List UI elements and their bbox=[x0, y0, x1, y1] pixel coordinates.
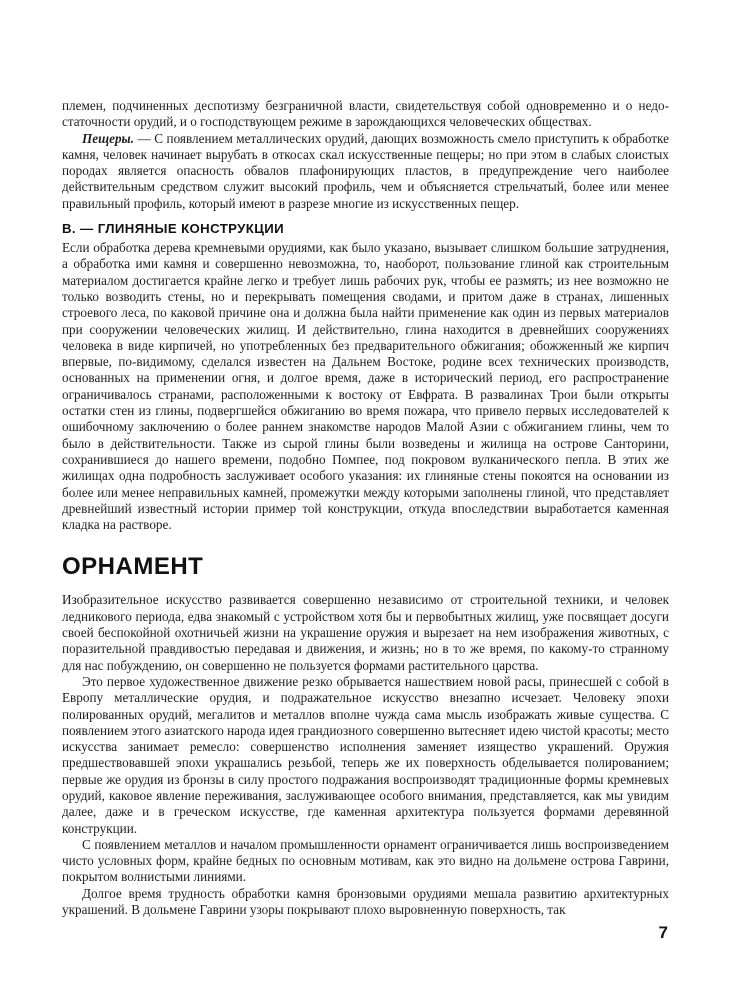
paragraph-art: Изобразительное искусство развивается совершенно независимо от строительной техники, и человек ледникового периода, едва знакомый с устройством хотя бы и первобытных жилищ, уже посвящает досуги своей беспокойной охотничьей жизни на украшение оружия и вырезает на нем изображения животных, с поразительной правдивостью передавая и движения, и жизнь; но в то же время, по какому-то странному для нас побуждению, он совершенно не пользуется формами растительного царства. bbox=[62, 592, 669, 673]
paragraph-caves-text: — С появлением металлических орудий, дающих возможность смело приступить к обработке камня, человек начинает вырубать в откосах скал искусственные пещеры; но при этом в слабых слоистых породах является опасность обвалов плафонирующих пластов, в предупреждение чего наиболее действительным средством служит высокий профиль, чем и объясняется стрельчатый, более или менее правильный профиль, который имеют в разрезе многие из искусственных пещер. bbox=[62, 130, 669, 211]
page-number: 7 bbox=[658, 923, 668, 942]
paragraph-metals: С появлением металлов и началом промышленности орнамент ограничивается лишь воспроизведением чисто условных форм, крайне бедных по основным мотивам, как это видно на дольмене острова Гаврини, покрытом волнистыми линиями. bbox=[62, 836, 669, 885]
paragraph-clay: Если обработка дерева кремневыми орудиями, как было указано, вызывает слишком большие затруднения, а обработка ими камня и совершенно невозможна, то, наоборот, пользование глиной как строительным материалом достигается крайне легко и требует лишь рабочих рук, чтобы ее размять; из нее возможно не только возводить стены, но и перекрывать помещения сводами, и притом даже в странах, лишенных строевого леса, по каковой причине она и должна была найти применение как один из первых материалов при сооружении человеческих жилищ. И действительно, глина находится в древнейших сооружениях человека в виде кирпичей, но употребленных без предварительного обжигания; обожженный же кирпич впервые, по-видимому, сделался известен на Дальнем Востоке, родине всех технических производств, основанных на применении огня, и долгое время, даже в исторический период, его распространение ограничивалось странами, расположенными к востоку от Евфрата. В развалинах Трои были открыты остатки стен из глины, подвергшейся обжиганию во время пожара, что привело первых исследователей к ошибочному заключению о более раннем знакомстве народов Малой Азии с обжиганием глины, чем то было в действительности. Также из сырой глины были возведены и жилища на острове Санторини, сохранившиеся до нашего времени, подобно Помпее, под покровом вулканического пепла. В этих же жилищах одна подробность заслуживает особого указания: их глиняные стены покоятся на основании из более или менее неправильных камней, промежутки между которыми заполнены глиной, что представляет древнейший известный истории пример той конструкции, откуда впоследствии выработается каменная кладка на растворе. bbox=[62, 240, 669, 533]
paragraph-gavrinis: Долгое время трудность обработки камня бронзовыми орудиями мешала развитию архитектурных украшений. В дольмене Гаврини узоры покрывают плохо выровненную поверхность, так bbox=[62, 885, 669, 918]
text-column bbox=[62, 98, 669, 918]
section-title: ОРНАМЕНТ bbox=[62, 553, 204, 581]
run-in-heading: Пещеры. bbox=[82, 130, 134, 146]
subheading: B. — ГЛИНЯНЫЕ КОНСТРУКЦИИ bbox=[62, 221, 285, 237]
paragraph-caves bbox=[62, 131, 669, 212]
paragraph-continued: племен, подчиненных деспотизму безграничной власти, свидетельствуя собой одновременно и о недостаточности орудий, и о господствующем режиме в зарождающихся человеческих обществах. bbox=[62, 98, 669, 130]
paragraph-new-race: Это первое художественное движение резко обрывается нашествием новой расы, принесшей с собой в Европу металлические орудия, и подражательное искусство внезапно исчезает. Человеку эпохи полированных орудий, мегалитов и металлов вполне чужда сама мысль изображать живые существа. С появлением этого азиатского народа идея грандиозного совершенно вытесняет идею чистой красоты; место искусства занимает ремесло: совершенство исполнения заменяет изящество украшений. Оружия предшествовавшей эпохи украшались резьбой, теперь же их поверхность обделывается полированием; первые же орудия из бронзы в силу простого подражания воспроизводят традиционные формы кремневых орудий, каковое явление переживания, заслуживающее особого внимания, представляется, как мы увидим далее, даже и в греческом искусстве, где каменная архитектура пользуется формами деревянной конструкции. bbox=[62, 673, 669, 836]
